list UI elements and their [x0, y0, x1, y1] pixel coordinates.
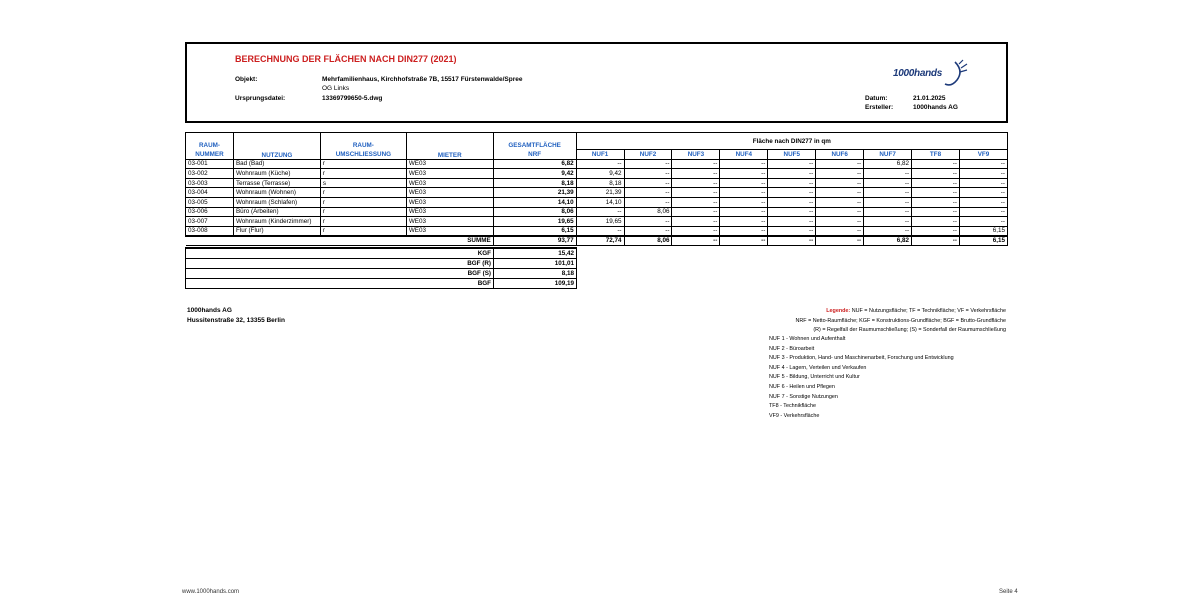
- legend-item: NUF 3 - Produktion, Hand- und Maschinenarbeit, Forschung und Entwicklung: [769, 355, 954, 362]
- cell-gesamt: 6,82: [493, 159, 576, 169]
- logo-hand-icon: [893, 58, 973, 88]
- cell-mieter: WE03: [406, 169, 493, 179]
- cell-nuf5: --: [768, 188, 816, 198]
- logo-text: 1000hands: [893, 68, 942, 79]
- cell-nuf1: 14,10: [576, 197, 624, 207]
- cell-umschliessung: r: [320, 159, 406, 169]
- cell-raumnummer: 03-007: [186, 217, 234, 227]
- cell-nuf1: 21,39: [576, 188, 624, 198]
- cell-nuf7: --: [864, 169, 912, 179]
- legend-item: NUF 4 - Lagern, Verteilen und Verkaufen: [769, 364, 867, 371]
- summe-row: [186, 236, 1008, 246]
- legend-line3: (R) = Regelfall der Raumumschließung; (S) = Sonderfall der Raumumschließung: [813, 327, 1006, 334]
- summary-row: [186, 248, 577, 258]
- ersteller-label: Ersteller:: [865, 104, 894, 111]
- col-tf8: TF8: [912, 150, 960, 160]
- summary-row: [186, 258, 577, 268]
- cell-nuf7: --: [864, 207, 912, 217]
- summe-nuf1: 72,74: [576, 236, 624, 246]
- summary-value: 15,42: [494, 248, 577, 258]
- cell-nuf3: --: [672, 217, 720, 227]
- summe-nuf3: --: [672, 236, 720, 246]
- table-row: [186, 169, 1008, 179]
- cell-nuf4: --: [720, 159, 768, 169]
- company-address: Hussitenstraße 32, 13355 Berlin: [187, 317, 285, 324]
- summe-nuf6: --: [816, 236, 864, 246]
- cell-mieter: WE03: [406, 207, 493, 217]
- summe-tf8: --: [912, 236, 960, 246]
- summary-label: BGF (R): [186, 258, 494, 268]
- col-raumnummer: RAUM- NUMMER: [186, 133, 234, 160]
- cell-nutzung: Wohnraum (Wohnen): [233, 188, 320, 198]
- cell-gesamt: 8,18: [493, 178, 576, 188]
- cell-vf9: --: [959, 188, 1007, 198]
- cell-nuf1: 19,65: [576, 217, 624, 227]
- cell-tf8: --: [912, 178, 960, 188]
- cell-nuf2: 8,06: [624, 207, 672, 217]
- cell-nuf1: 8,18: [576, 178, 624, 188]
- legend-item: NUF 1 - Wohnen und Aufenthalt: [769, 336, 846, 342]
- cell-tf8: --: [912, 197, 960, 207]
- cell-nutzung: Flur (Flur): [233, 226, 320, 236]
- cell-vf9: --: [959, 207, 1007, 217]
- cell-mieter: WE03: [406, 217, 493, 227]
- cell-nuf4: --: [720, 226, 768, 236]
- cell-mieter: WE03: [406, 159, 493, 169]
- table-row: [186, 188, 1008, 198]
- summary-row: [186, 268, 577, 278]
- cell-nuf5: --: [768, 159, 816, 169]
- summary-value: 109,19: [494, 278, 577, 288]
- cell-nutzung: Bad (Bad): [233, 159, 320, 169]
- cell-nuf1: --: [576, 159, 624, 169]
- table-row: [186, 178, 1008, 188]
- cell-nuf1: 9,42: [576, 169, 624, 179]
- legend-item: NUF 2 - Büroarbeit: [769, 345, 815, 352]
- summary-label: BGF: [186, 278, 494, 288]
- col-nuf3: NUF3: [672, 150, 720, 160]
- cell-raumnummer: 03-002: [186, 169, 234, 179]
- cell-nuf2: --: [624, 226, 672, 236]
- col-nuf6: NUF6: [816, 150, 864, 160]
- ursprung-value: 13369799650-5.dwg: [322, 95, 383, 102]
- cell-mieter: WE03: [406, 226, 493, 236]
- cell-tf8: --: [912, 159, 960, 169]
- cell-umschliessung: r: [320, 188, 406, 198]
- legend-line2: NRF = Netto-Raumfläche; KGF = Konstruktions-Grundfläche; BGF = Brutto-Grundfläche: [795, 317, 1006, 324]
- legend-item: NUF 6 - Heilen und Pflegen: [769, 383, 835, 390]
- table-row: [186, 226, 1008, 236]
- cell-umschliessung: s: [320, 178, 406, 188]
- summary-row: [186, 278, 577, 288]
- cell-nuf3: --: [672, 226, 720, 236]
- cell-raumnummer: 03-001: [186, 159, 234, 169]
- cell-nuf7: --: [864, 217, 912, 227]
- summe-label: SUMME: [186, 236, 494, 246]
- cell-raumnummer: 03-006: [186, 207, 234, 217]
- cell-nuf3: --: [672, 207, 720, 217]
- cell-gesamt: 8,06: [493, 207, 576, 217]
- cell-nuf6: --: [816, 226, 864, 236]
- cell-nuf4: --: [720, 197, 768, 207]
- summe-vf9: 6,15: [959, 236, 1007, 246]
- legend: [796, 307, 1006, 336]
- cell-vf9: --: [959, 217, 1007, 227]
- summary-table: [185, 247, 577, 289]
- cell-gesamt: 21,39: [493, 188, 576, 198]
- cell-nuf5: --: [768, 207, 816, 217]
- cell-gesamt: 6,15: [493, 226, 576, 236]
- cell-umschliessung: r: [320, 217, 406, 227]
- table-row: [186, 197, 1008, 207]
- cell-tf8: --: [912, 217, 960, 227]
- summary-value: 8,18: [494, 268, 577, 278]
- cell-nuf4: --: [720, 217, 768, 227]
- cell-raumnummer: 03-005: [186, 197, 234, 207]
- cell-nuf7: --: [864, 226, 912, 236]
- cell-nuf5: --: [768, 217, 816, 227]
- cell-nuf1: --: [576, 207, 624, 217]
- company-name: 1000hands AG: [187, 307, 232, 314]
- summary-value: 101,01: [494, 258, 577, 268]
- cell-umschliessung: r: [320, 197, 406, 207]
- col-nuf4: NUF4: [720, 150, 768, 160]
- page-title: BERECHNUNG DER FLÄCHEN NACH DIN277 (2021): [235, 54, 457, 64]
- cell-nuf3: --: [672, 178, 720, 188]
- summe-nuf7: 6,82: [864, 236, 912, 246]
- ersteller-value: 1000hands AG: [913, 104, 958, 111]
- footer-page: Seite 4: [999, 589, 1018, 595]
- col-nuf1: NUF1: [576, 150, 624, 160]
- cell-nuf2: --: [624, 217, 672, 227]
- cell-gesamt: 14,10: [493, 197, 576, 207]
- cell-mieter: WE03: [406, 178, 493, 188]
- cell-vf9: --: [959, 178, 1007, 188]
- cell-mieter: WE03: [406, 188, 493, 198]
- objekt-label: Objekt:: [235, 76, 258, 83]
- cell-nuf6: --: [816, 169, 864, 179]
- group-header: Fläche nach DIN277 in qm: [576, 133, 1007, 150]
- cell-nuf2: --: [624, 188, 672, 198]
- cell-nuf1: --: [576, 226, 624, 236]
- cell-nuf7: 6,82: [864, 159, 912, 169]
- cell-nuf6: --: [816, 188, 864, 198]
- legend-item: VF9 - Verkehrsfläche: [769, 412, 820, 419]
- legend-line1: NUF = Nutzungsfläche; TF = Technikfläche; VF = Verkehrsfläche: [851, 308, 1006, 314]
- table-row: [186, 207, 1008, 217]
- cell-nutzung: Wohnraum (Küche): [233, 169, 320, 179]
- cell-nuf6: --: [816, 217, 864, 227]
- cell-tf8: --: [912, 226, 960, 236]
- cell-nuf3: --: [672, 159, 720, 169]
- col-mieter: MIETER: [406, 133, 493, 160]
- cell-raumnummer: 03-008: [186, 226, 234, 236]
- cell-nuf5: --: [768, 226, 816, 236]
- summe-nuf4: --: [720, 236, 768, 246]
- legend-item: NUF 7 - Sonstige Nutzungen: [769, 393, 838, 400]
- cell-nuf5: --: [768, 197, 816, 207]
- cell-nutzung: Terrasse (Terrasse): [233, 178, 320, 188]
- cell-umschliessung: r: [320, 207, 406, 217]
- legend-item: NUF 5 - Bildung, Unterricht und Kultur: [769, 374, 860, 381]
- objekt-value: Mehrfamilienhaus, Kirchhofstraße 7B, 15517 Fürstenwalde/Spree: [322, 76, 523, 83]
- cell-nuf5: --: [768, 169, 816, 179]
- table-row: [186, 217, 1008, 227]
- cell-nuf6: --: [816, 207, 864, 217]
- summe-nuf5: --: [768, 236, 816, 246]
- nuf-list: [769, 335, 954, 421]
- cell-nuf2: --: [624, 197, 672, 207]
- cell-nuf3: --: [672, 188, 720, 198]
- cell-nuf3: --: [672, 197, 720, 207]
- ursprung-label: Ursprungsdatei:: [235, 95, 286, 102]
- col-nuf5: NUF5: [768, 150, 816, 160]
- cell-nuf6: --: [816, 178, 864, 188]
- cell-raumnummer: 03-004: [186, 188, 234, 198]
- cell-vf9: --: [959, 169, 1007, 179]
- company-logo: [893, 58, 973, 88]
- datum-label: Datum:: [865, 95, 888, 102]
- area-table: [185, 132, 1008, 246]
- col-nutzung: NUTZUNG: [233, 133, 320, 160]
- cell-mieter: WE03: [406, 197, 493, 207]
- cell-nuf2: --: [624, 169, 672, 179]
- cell-nutzung: Wohnraum (Schlafen): [233, 197, 320, 207]
- cell-gesamt: 19,65: [493, 217, 576, 227]
- cell-nuf2: --: [624, 178, 672, 188]
- summe-nuf2: 8,06: [624, 236, 672, 246]
- col-nuf2: NUF2: [624, 150, 672, 160]
- col-gesamt: GESAMTFLÄCHE NRF: [493, 133, 576, 160]
- col-nuf7: NUF7: [864, 150, 912, 160]
- summary-label: BGF (S): [186, 268, 494, 278]
- footer-website: www.1000hands.com: [182, 589, 240, 595]
- cell-nuf7: --: [864, 197, 912, 207]
- col-umschliessung: RAUM- UMSCHLIESSUNG: [320, 133, 406, 160]
- header-box: [185, 42, 1008, 123]
- cell-vf9: 6,15: [959, 226, 1007, 236]
- cell-raumnummer: 03-003: [186, 178, 234, 188]
- cell-vf9: --: [959, 197, 1007, 207]
- cell-nuf4: --: [720, 188, 768, 198]
- cell-nutzung: Büro (Arbeiten): [233, 207, 320, 217]
- cell-umschliessung: r: [320, 226, 406, 236]
- cell-nuf7: --: [864, 178, 912, 188]
- cell-nuf3: --: [672, 169, 720, 179]
- cell-nuf6: --: [816, 197, 864, 207]
- cell-nuf4: --: [720, 169, 768, 179]
- cell-tf8: --: [912, 207, 960, 217]
- cell-nuf4: --: [720, 207, 768, 217]
- cell-nuf2: --: [624, 159, 672, 169]
- cell-nuf6: --: [816, 159, 864, 169]
- summe-gesamt: 93,77: [493, 236, 576, 246]
- cell-nutzung: Wohnraum (Kinderzimmer): [233, 217, 320, 227]
- legend-item: TF8 - Technikfläche: [769, 403, 816, 410]
- table-row: [186, 159, 1008, 169]
- cell-nuf4: --: [720, 178, 768, 188]
- cell-umschliessung: r: [320, 169, 406, 179]
- cell-nuf5: --: [768, 178, 816, 188]
- objekt-sub: OG Links: [322, 85, 350, 92]
- cell-gesamt: 9,42: [493, 169, 576, 179]
- cell-tf8: --: [912, 188, 960, 198]
- summary-label: KGF: [186, 248, 494, 258]
- datum-value: 21.01.2025: [913, 95, 946, 102]
- cell-tf8: --: [912, 169, 960, 179]
- col-vf9: VF9: [959, 150, 1007, 160]
- cell-nuf7: --: [864, 188, 912, 198]
- cell-vf9: --: [959, 159, 1007, 169]
- legend-label: Legende:: [826, 308, 851, 314]
